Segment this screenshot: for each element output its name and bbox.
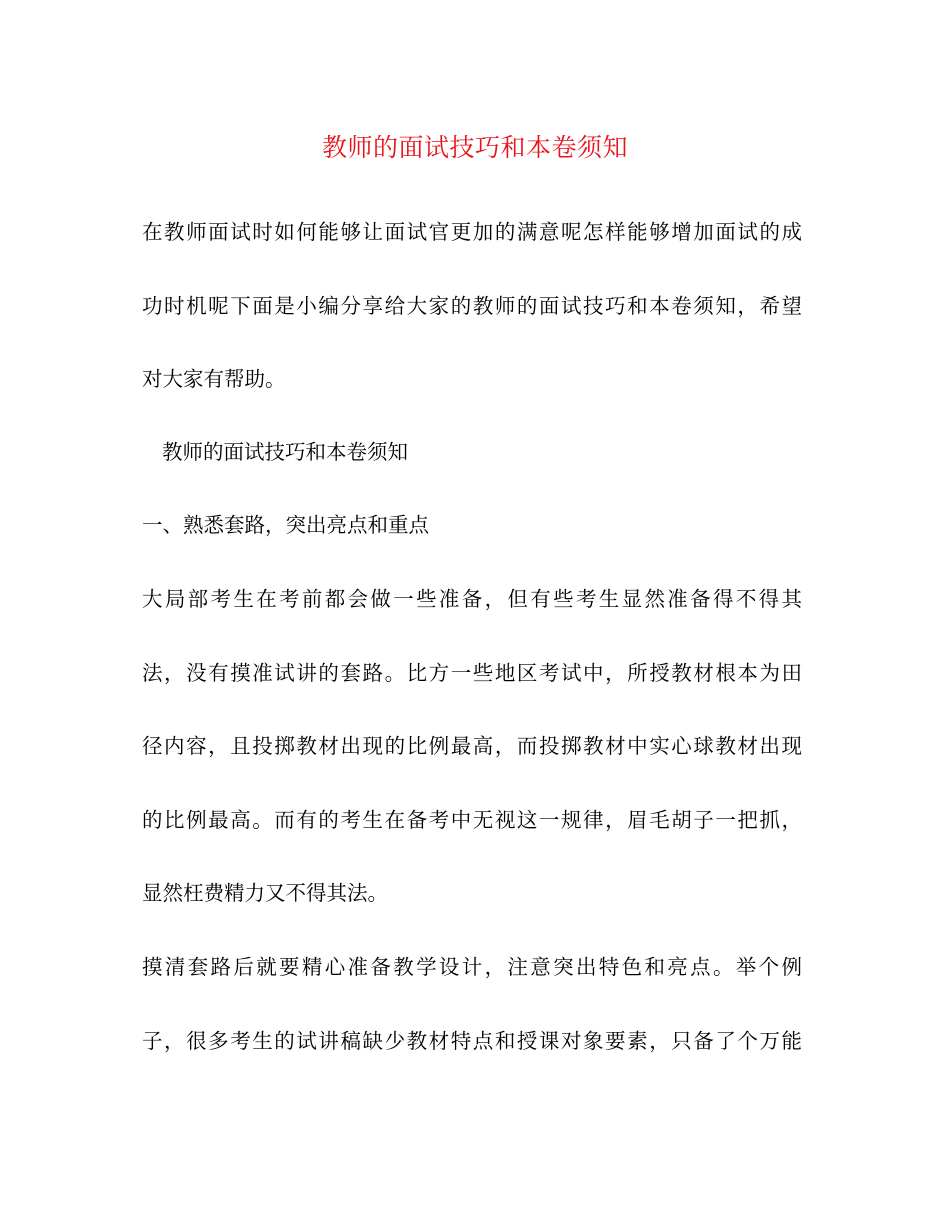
para1-line-4: 的比例最高。而有的考生在备考中无视这一规律，眉毛胡子一把抓， (142, 807, 802, 832)
para2-line-1: 摸清套路后就要精心准备教学设计，注意突出特色和亮点。举个例 (142, 955, 802, 979)
para1-line-1: 大局部考生在考前都会做一些准备，但有些考生显然准备得不得其 (142, 587, 802, 611)
section-heading-paragraph (142, 489, 802, 563)
section-1-heading: 一、熟悉套路，突出亮点和重点 (142, 513, 429, 537)
intro-line-3: 对大家有帮助。 (142, 367, 286, 391)
intro-line-2: 功时机呢下面是小编分享给大家的教师的面试技巧和本卷须知，希望 (142, 293, 802, 318)
para2-line-2: 子，很多考生的试讲稿缺少教材特点和授课对象要素，只备了个万能 (142, 1028, 802, 1053)
body-paragraph-2 (142, 931, 802, 1078)
intro-line-1: 在教师面试时如何能够让面试官更加的满意呢怎样能够增加面试的成 (142, 220, 802, 244)
document-title: 教师的面试技巧和本卷须知 (321, 133, 628, 162)
intro-paragraph (142, 196, 802, 417)
para1-line-5: 显然枉费精力又不得其法。 (142, 881, 388, 905)
subtitle-paragraph (142, 416, 802, 490)
para1-line-2: 法，没有摸准试讲的套路。比方一些地区考试中，所授教材根本为田 (142, 660, 802, 685)
para1-line-3: 径内容，且投掷教材出现的比例最高，而投掷教材中实心球教材出现 (142, 734, 802, 758)
document-subtitle: 教师的面试技巧和本卷须知 (162, 440, 408, 464)
body-paragraph-1 (142, 563, 802, 931)
